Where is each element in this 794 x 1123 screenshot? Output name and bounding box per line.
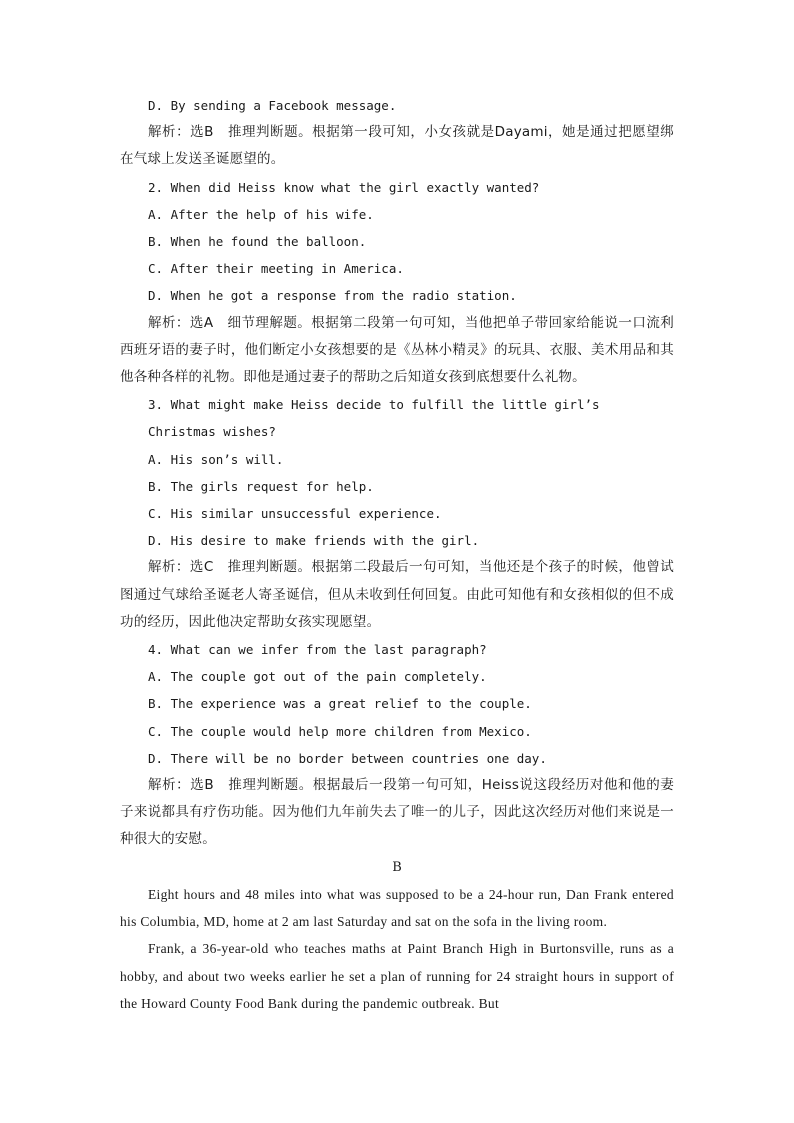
q3-option-d: D. His desire to make friends with the girl. bbox=[148, 533, 480, 549]
q4-option-c: C. The couple would help more children from Mexico. bbox=[148, 723, 532, 739]
q1-analysis: 解析：选B 推理判断题。根据第一段可知，小女孩就是Dayami，她是通过把愿望绑在气球上发送圣诞愿望的。 bbox=[120, 124, 674, 168]
section-b-paragraph-2: Frank, a 36-year-old who teaches maths at Paint Branch High in Burtonsville, runs as a hobby, and about two weeks earlier he set a plan of running for 24 straight hours in support of the Howard County Food Bank during the pandemic outbreak. But bbox=[120, 941, 678, 1011]
q3-option-b: B. The girls request for help. bbox=[148, 478, 374, 494]
q4-question: 4. What can we infer from the last paragraph? bbox=[148, 642, 487, 658]
q2-question: 2. When did Heiss know what the girl exactly wanted? bbox=[148, 179, 540, 195]
q4-analysis: 解析：选B 推理判断题。根据最后一段第一句可知，Heiss说这段经历对他和他的妻子来说都具有疗伤功能。因为他们九年前失去了唯一的儿子，因此这次经历对他们来说是一种很大的安慰。 bbox=[120, 777, 674, 848]
page-content bbox=[120, 92, 678, 1017]
q3-analysis: 解析：选C 推理判断题。根据第二段最后一句可知，当他还是个孩子的时候，他曾试图通过气球给圣诞老人寄圣诞信，但从未收到任何回复。由此可知他有和女孩相似的但不成功的经历，因此他决定帮助女孩实现愿望。 bbox=[120, 559, 674, 630]
q3-option-c: C. His similar unsuccessful experience. bbox=[148, 506, 442, 522]
q4-option-a: A. The couple got out of the pain completely. bbox=[148, 669, 487, 685]
q3-question: 3. What might make Heiss decide to fulfill the little girl’s Christmas wishes? bbox=[148, 397, 608, 440]
q2-analysis: 解析：选A 细节理解题。根据第二段第一句可知，当他把单子带回家给能说一口流利西班牙语的妻子时，他们断定小女孩想要的是《丛林小精灵》的玩具、衣服、美术用品和其他各种各样的礼物。即他是通过妻子的帮助之后知道女孩到底想要什么礼物。 bbox=[120, 314, 674, 386]
section-b-paragraph-1: Eight hours and 48 miles into what was supposed to be a 24-hour run, Dan Frank entered his Columbia, MD, home at 2 am last Saturday and sat on the sofa in the living room. bbox=[120, 886, 678, 930]
section-b-heading: B bbox=[392, 859, 402, 875]
q3-option-a: A. His son’s will. bbox=[148, 451, 284, 467]
q1-option-d: D. By sending a Facebook message. bbox=[148, 98, 397, 113]
q2-option-c: C. After their meeting in America. bbox=[148, 261, 404, 277]
q4-option-b: B. The experience was a great relief to the couple. bbox=[148, 696, 532, 712]
q2-option-a: A. After the help of his wife. bbox=[148, 206, 374, 222]
q4-option-d: D. There will be no border between countries one day. bbox=[148, 750, 547, 766]
q2-option-d: D. When he got a response from the radio station. bbox=[148, 288, 517, 304]
q2-option-b: B. When he found the balloon. bbox=[148, 234, 367, 250]
